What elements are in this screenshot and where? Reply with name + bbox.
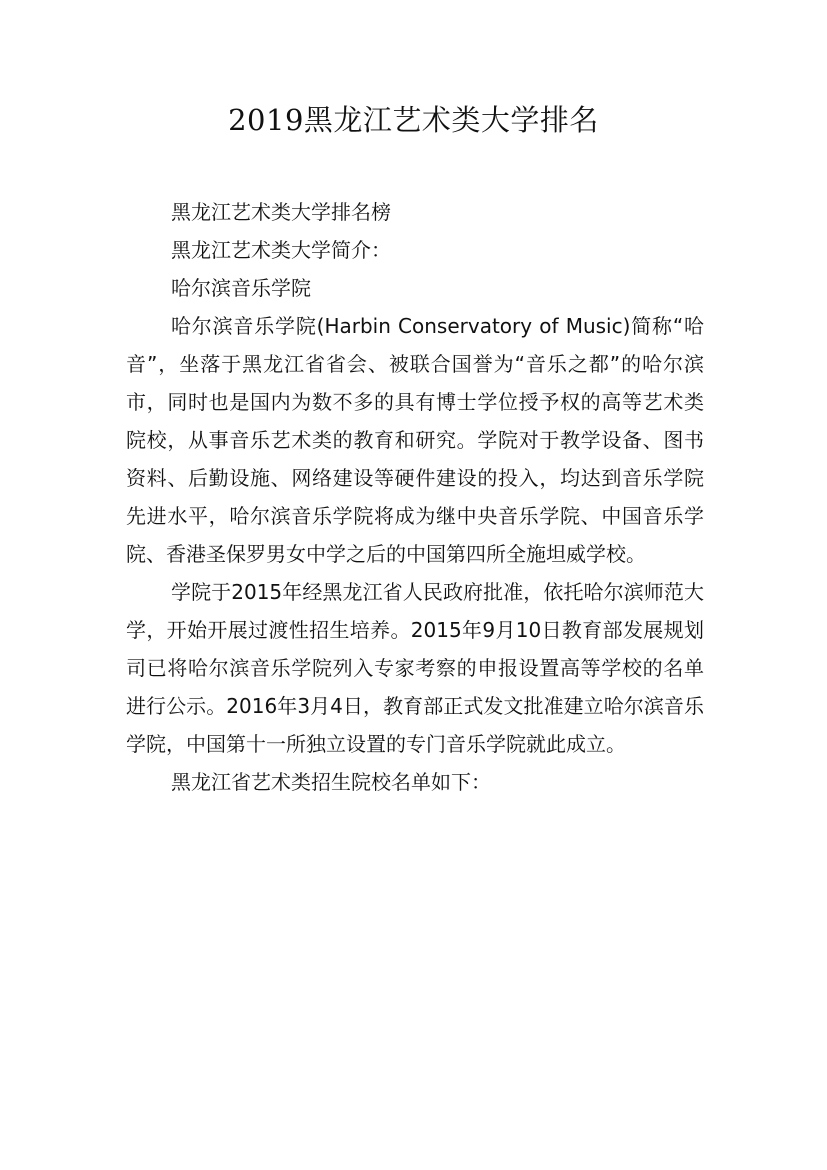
document-title: 2019黑龙江艺术类大学排名 <box>228 103 599 137</box>
paragraph-school-list-heading: 黑龙江省艺术类招生院校名单如下： <box>171 770 491 794</box>
paragraph-school-description: 哈尔滨音乐学院(Harbin Conservatory of Music)简称“哈音”，坐落于黑龙江省省会、被联合国誉为“音乐之都”的哈尔滨市，同时也是国内为数不多的具有博士学位授予权的高等艺术类院校，从事音乐艺术类的教育和研究。学院对于教学设备、图书资料、后勤设施、网络建设等硬件建设的投入，均达到音乐学院先进水平，哈尔滨音乐学院将成为继中央音乐学院、中国音乐学院、香港圣保罗男女中学之后的中国第四所全施坦威学校。 <box>126 314 704 566</box>
paragraph-ranking-list: 黑龙江艺术类大学排名榜 <box>171 200 391 224</box>
paragraph-school-name: 哈尔滨音乐学院 <box>171 276 311 300</box>
paragraph-school-history: 学院于2015年经黑龙江省人民政府批准，依托哈尔滨师范大学，开始开展过渡性招生培养。2015年9月10日教育部发展规划司已将哈尔滨音乐学院列入专家考察的申报设置高等学校的名单进行公示。2016年3月4日，教育部正式发文批准建立哈尔滨音乐学院，中国第十一所独立设置的专门音乐学院就此成立。 <box>126 580 704 756</box>
document-body <box>126 193 704 801</box>
paragraph-intro-heading: 黑龙江艺术类大学简介： <box>171 238 391 262</box>
